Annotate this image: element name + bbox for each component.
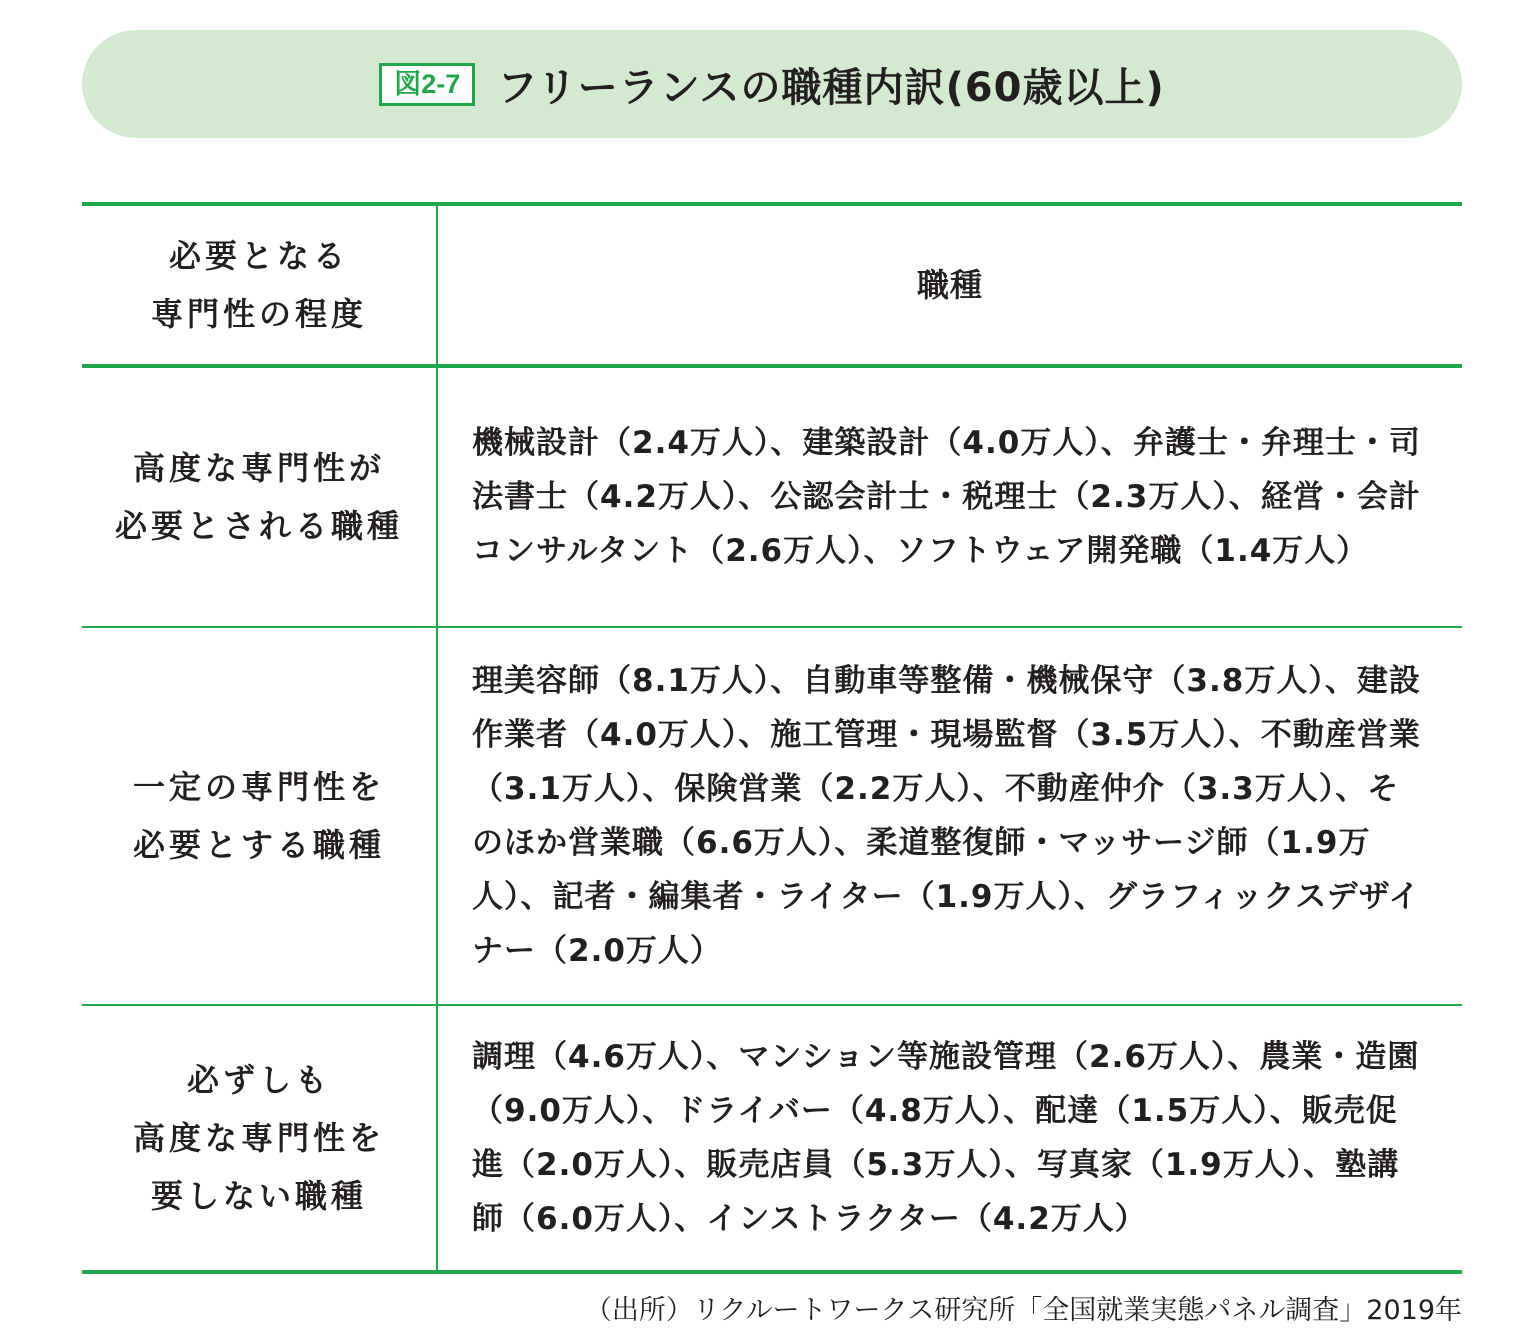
figure-label: 図2-7 <box>379 63 475 106</box>
title-banner <box>82 30 1462 138</box>
expertise-level-low: 必ずしも 高度な専門性を 要しない職種 <box>82 1006 438 1270</box>
expertise-level-medium: 一定の専門性を 必要とする職種 <box>82 628 438 1004</box>
header-job-types: 職種 <box>916 266 983 304</box>
job-list-high: 機械設計（2.4万人）、建築設計（4.0万人）、弁護士・弁理士・司法書士（4.2万人）、公認会計士・税理士（2.3万人）、経営・会計コンサルタント（2.6万人）、ソフトウェア開発職（1.4万人） <box>472 425 1421 569</box>
table-header-row <box>82 206 1462 368</box>
table-row <box>82 368 1462 628</box>
job-list-low: 調理（4.6万人）、マンション等施設管理（2.6万人）、農業・造園（9.0万人）、ドライバー（4.8万人）、配達（1.5万人）、販売促進（2.0万人）、販売店員（5.3万人）、写真家（1.9万人）、塾講師（6.0万人）、インストラクター（4.2万人） <box>472 1039 1420 1237</box>
job-list-medium: 理美容師（8.1万人）、自動車等整備・機械保守（3.8万人）、建設作業者（4.0万人）、施工管理・現場監督（3.5万人）、不動産営業（3.1万人）、保険営業（2.2万人）、不動産仲介（3.3万人）、そのほか営業職（6.6万人）、柔道整復師・マッサージ師（1.9万人）、記者・編集者・ライター（1.9万人）、グラフィックスデザイナー（2.0万人） <box>472 663 1421 969</box>
table-row <box>82 628 1462 1006</box>
figure-title: フリーランスの職種内訳(60歳以上) <box>497 64 1165 111</box>
expertise-level-high: 高度な専門性が 必要とされる職種 <box>82 368 438 626</box>
table-row <box>82 1006 1462 1270</box>
job-table <box>82 202 1462 1274</box>
header-expertise-level: 必要となる 専門性の程度 <box>82 206 438 364</box>
source-note: （出所）リクルートワークス研究所「全国就業実態パネル調査」2019年 <box>584 1295 1462 1326</box>
